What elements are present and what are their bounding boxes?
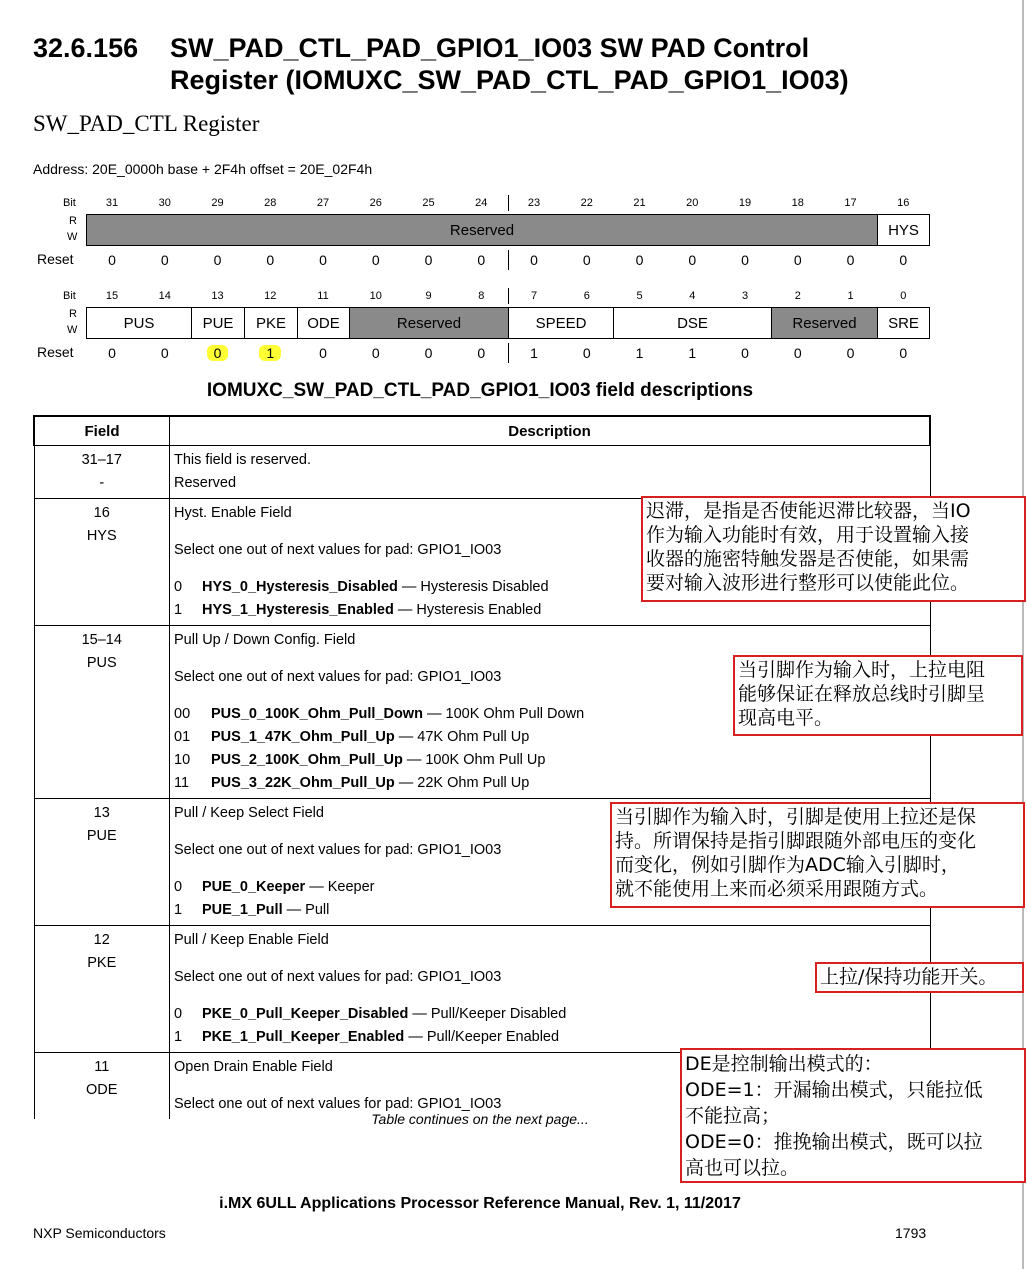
- option-name: PUS_1_47K_Ohm_Pull_Up: [211, 729, 395, 745]
- option-name: PKE_1_Pull_Keeper_Enabled: [202, 1029, 405, 1045]
- bit-number: 10: [369, 290, 382, 302]
- option-code: 0: [174, 879, 183, 895]
- reset-value: 0: [160, 252, 169, 268]
- section-title-line1: SW_PAD_CTL_PAD_GPIO1_IO03 SW PAD Control: [170, 33, 810, 63]
- option-code: 1: [174, 902, 183, 918]
- field-cell: [34, 446, 170, 499]
- reset-value: 1: [530, 345, 538, 361]
- option-code: 10: [174, 752, 191, 768]
- table-row: [34, 446, 930, 499]
- option-code: 11: [174, 775, 190, 791]
- r-label-lower: R: [69, 308, 77, 320]
- field-bits: 12: [93, 932, 110, 948]
- reset-value: 0: [266, 252, 275, 268]
- register-field-hys: HYS: [877, 214, 930, 246]
- bit-number: 7: [530, 290, 538, 302]
- description-heading: Pull / Keep Enable Field: [174, 932, 329, 948]
- register-field-reserved-lower: Reserved: [349, 307, 509, 339]
- option-code: 01: [174, 729, 191, 745]
- reset-highlight: 1: [259, 345, 281, 361]
- register-field-ode: ODE: [297, 307, 350, 339]
- r-label-upper: R: [69, 215, 77, 227]
- annotation-line: 而变化，例如引脚作为ADC输入引脚时，: [615, 854, 960, 876]
- half-divider: [508, 288, 509, 304]
- annotation-pue: [610, 802, 1025, 908]
- table-row: [34, 926, 930, 1053]
- bit-label-lower: Bit: [63, 290, 76, 302]
- reset-value: 0: [582, 252, 591, 268]
- register-subtitle: SW_PAD_CTL Register: [33, 111, 260, 136]
- reset-value: 1: [688, 345, 697, 361]
- reset-value: 0: [371, 345, 380, 361]
- reset-value: [244, 345, 296, 361]
- field-name: HYS: [86, 528, 117, 544]
- register-address: Address: 20E_0000h base + 2F4h offset = 20E_02F4h: [33, 161, 373, 177]
- annotation-hys: [641, 496, 1026, 602]
- field-cell: [34, 799, 170, 926]
- bit-label-upper: Bit: [63, 197, 76, 209]
- w-label-lower: W: [67, 324, 78, 336]
- option-name: PUS_0_100K_Ohm_Pull_Down: [211, 706, 423, 722]
- option-desc: — Pull/Keeper Disabled: [408, 1006, 567, 1022]
- half-divider: [508, 195, 509, 211]
- reset-label-lower: Reset: [37, 344, 74, 360]
- bit-number: 21: [633, 197, 646, 209]
- option-desc: — 100K Ohm Pull Down: [422, 706, 585, 722]
- half-divider: [508, 250, 509, 270]
- section-title-line2: Register (IOMUXC_SW_PAD_CTL_PAD_GPIO1_IO03): [170, 65, 849, 95]
- option-desc: — 47K Ohm Pull Up: [394, 729, 530, 745]
- bit-number: 20: [686, 197, 699, 209]
- option-line: [174, 1003, 926, 1026]
- annotation-line: 作为输入功能时有效，用于设置输入接: [646, 524, 970, 546]
- header-field: Field: [34, 416, 170, 446]
- bit-number: 9: [425, 290, 432, 302]
- option-desc: — Pull/Keeper Enabled: [404, 1029, 560, 1045]
- reset-value: 0: [424, 345, 433, 361]
- reset-value: 0: [530, 252, 538, 268]
- reset-value: 0: [741, 345, 749, 361]
- option-code: 1: [174, 1029, 183, 1045]
- select-text: Select one out of next values for pad: GPIO1_IO03: [174, 669, 502, 685]
- register-field-pke: PKE: [244, 307, 298, 339]
- select-text: Select one out of next values for pad: GPIO1_IO03: [174, 542, 502, 558]
- option-code: 00: [174, 706, 191, 722]
- reset-value: 0: [371, 252, 380, 268]
- description-heading: Pull / Keep Select Field: [174, 805, 324, 821]
- option-code: 1: [174, 602, 183, 618]
- option-line: [174, 749, 926, 772]
- header-description: Description: [170, 416, 931, 446]
- reset-value: 0: [108, 345, 116, 361]
- register-field-reserved-upper: Reserved: [86, 214, 878, 246]
- table-header-row: [34, 416, 930, 446]
- reset-value: 0: [846, 345, 855, 361]
- reset-value: 0: [793, 345, 802, 361]
- field-bits: 16: [93, 505, 110, 521]
- field-bits: 13: [93, 805, 110, 821]
- reset-value: 0: [635, 252, 644, 268]
- register-field-pue: PUE: [191, 307, 245, 339]
- annotation-line: 迟滞，是指是否使能迟滞比较器，当IO: [646, 500, 971, 522]
- field-cell: [34, 499, 170, 626]
- bit-number: 28: [264, 197, 277, 209]
- option-line: [174, 599, 926, 622]
- bit-number: 24: [475, 197, 488, 209]
- bit-number: 25: [422, 197, 435, 209]
- bit-number: 29: [211, 197, 224, 209]
- description-heading: Pull Up / Down Config. Field: [174, 632, 356, 648]
- option-desc: — Hysteresis Enabled: [393, 602, 542, 618]
- field-bits: 31–17: [81, 452, 122, 468]
- reset-value: 0: [319, 252, 327, 268]
- option-name: PUE_1_Pull: [202, 902, 283, 918]
- select-text: Select one out of next values for pad: GPIO1_IO03: [174, 842, 502, 858]
- bit-number: 17: [844, 197, 857, 209]
- bit-number: 2: [794, 290, 801, 302]
- bit-number: 5: [636, 290, 643, 302]
- page-number: 1793: [895, 1225, 927, 1241]
- reset-value: 0: [160, 345, 169, 361]
- annotation-line: 当引脚作为输入时，上拉电阻: [738, 659, 986, 681]
- annotation-line: ODE=1：开漏输出模式，只能拉低: [685, 1079, 983, 1101]
- bit-number: 4: [689, 290, 696, 302]
- bit-number: 27: [316, 197, 330, 209]
- option-name: PUS_3_22K_Ohm_Pull_Up: [211, 775, 395, 791]
- bit-number: 12: [264, 290, 277, 302]
- select-text: Select one out of next values for pad: GPIO1_IO03: [174, 1096, 502, 1112]
- reset-value: 0: [846, 252, 855, 268]
- bit-number: 26: [369, 197, 382, 209]
- field-bits: 15–14: [81, 632, 122, 648]
- manual-title: i.MX 6ULL Applications Processor Reference Manual, Rev. 1, 11/2017: [219, 1195, 741, 1212]
- option-desc: — Pull: [282, 902, 330, 918]
- register-field-pus: PUS: [86, 307, 192, 339]
- option-name: PKE_0_Pull_Keeper_Disabled: [202, 1006, 409, 1022]
- option-name: PUS_2_100K_Ohm_Pull_Up: [211, 752, 403, 768]
- bit-number: 3: [741, 290, 749, 302]
- bit-number: 22: [580, 197, 593, 209]
- section-title: [33, 32, 849, 96]
- annotation-line: 持。所谓保持是指引脚跟随外部电压的变化: [615, 830, 977, 852]
- field-bits: 11: [94, 1059, 110, 1075]
- reset-label-upper: Reset: [37, 251, 74, 267]
- w-label-upper: W: [67, 231, 78, 243]
- bit-number: 16: [897, 197, 910, 209]
- bit-number: 1: [847, 290, 854, 302]
- reset-value: 0: [741, 252, 749, 268]
- table-title: IOMUXC_SW_PAD_CTL_PAD_GPIO1_IO03 field descriptions: [206, 380, 754, 401]
- bit-number: 23: [527, 197, 541, 209]
- bit-number: 15: [105, 290, 119, 302]
- field-name: PUS: [86, 655, 117, 671]
- option-desc: — 100K Ohm Pull Up: [402, 752, 546, 768]
- annotation-pus: [733, 655, 1023, 736]
- option-line: [174, 1026, 926, 1049]
- annotation-pke: [815, 962, 1024, 993]
- annotation-line: 就不能使用上来而必须采用跟随方式。: [615, 878, 939, 900]
- option-desc: — Hysteresis Disabled: [397, 579, 549, 595]
- option-code: 0: [174, 1006, 183, 1022]
- bit-number: 19: [738, 197, 752, 209]
- annotation-line: 当引脚作为输入时，引脚是使用上拉还是保: [615, 806, 977, 828]
- reset-value: 0: [793, 252, 802, 268]
- reset-value: 1: [635, 345, 644, 361]
- reset-value: 0: [108, 252, 116, 268]
- field-name: PUE: [86, 828, 117, 844]
- reset-value: 0: [319, 345, 327, 361]
- section-number: 32.6.156: [33, 33, 139, 63]
- reset-value: 0: [213, 252, 222, 268]
- bit-number: 13: [211, 290, 224, 302]
- reset-value: 0: [899, 345, 908, 361]
- register-field-speed: SPEED: [508, 307, 614, 339]
- option-name: HYS_1_Hysteresis_Enabled: [202, 602, 394, 618]
- bit-number: 30: [158, 197, 171, 209]
- reset-value: 0: [477, 345, 486, 361]
- company-name: NXP Semiconductors: [33, 1225, 166, 1241]
- table-continues-note: Table continues on the next page...: [371, 1111, 589, 1127]
- description-cell: [170, 446, 931, 499]
- description-heading: Hyst. Enable Field: [174, 505, 292, 521]
- reset-value: 0: [477, 252, 486, 268]
- bit-number: 6: [583, 290, 590, 302]
- field-cell: [34, 626, 170, 799]
- field-name: ODE: [86, 1082, 118, 1098]
- option-name: PUE_0_Keeper: [202, 879, 306, 895]
- annotation-line: 上拉/保持功能开关。: [820, 966, 998, 988]
- register-field-reserved-lower-b: Reserved: [771, 307, 878, 339]
- annotation-line: 不能拉高；: [685, 1105, 781, 1127]
- annotation-line: 能够保证在释放总线时引脚呈: [738, 683, 986, 705]
- option-name: HYS_0_Hysteresis_Disabled: [202, 579, 398, 595]
- half-divider: [508, 343, 509, 363]
- option-desc: — 22K Ohm Pull Up: [394, 775, 530, 791]
- annotation-line: 要对输入波形进行整形可以使能此位。: [646, 572, 970, 594]
- annotation-line: ODE=0：推挽输出模式，既可以拉: [685, 1131, 983, 1153]
- option-line: [174, 772, 926, 795]
- reset-value: 0: [899, 252, 908, 268]
- description-heading: Open Drain Enable Field: [174, 1059, 333, 1075]
- field-name: PKE: [87, 955, 117, 971]
- option-code: 0: [174, 579, 183, 595]
- register-field-dse: DSE: [613, 307, 772, 339]
- bit-number: 11: [317, 290, 329, 302]
- reset-value: 0: [688, 252, 697, 268]
- reset-value: 0: [582, 345, 591, 361]
- annotation-line: 高也可以拉。: [685, 1157, 800, 1179]
- bit-number: 31: [105, 197, 119, 209]
- description-line: This field is reserved.: [174, 452, 311, 468]
- bit-number: 0: [900, 290, 907, 302]
- bit-number: 8: [478, 290, 485, 302]
- bit-number: 18: [791, 197, 804, 209]
- description-line: Reserved: [174, 475, 237, 491]
- field-name: -: [99, 475, 105, 491]
- select-text: Select one out of next values for pad: GPIO1_IO03: [174, 969, 502, 985]
- bit-number: 14: [158, 290, 171, 302]
- field-cell: [34, 1053, 170, 1120]
- option-desc: — Keeper: [305, 879, 375, 895]
- reset-value: [192, 345, 244, 361]
- reset-highlight: 0: [207, 345, 229, 361]
- annotation-line: 现高电平。: [738, 707, 834, 729]
- annotation-line: DE是控制输出模式的：: [685, 1053, 883, 1075]
- annotation-line: 收器的施密特触发器是否使能，如果需: [646, 548, 970, 570]
- reset-value: 0: [424, 252, 433, 268]
- register-field-sre: SRE: [877, 307, 930, 339]
- field-cell: [34, 926, 170, 1053]
